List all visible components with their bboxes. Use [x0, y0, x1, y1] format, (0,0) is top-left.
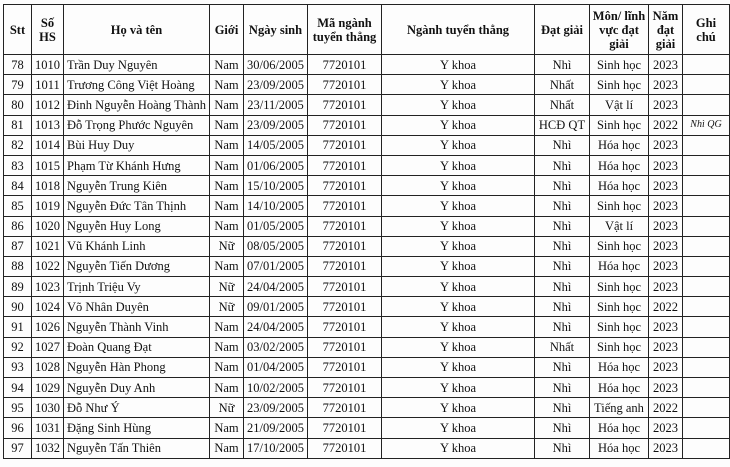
major-code-cell: 7720101: [308, 155, 382, 175]
gender-cell: Nữ: [210, 297, 244, 317]
subject-cell: Hóa học: [590, 176, 649, 196]
table-row: [4, 55, 730, 75]
major-code-cell: 7720101: [308, 236, 382, 256]
award-cell: Nhì: [535, 256, 590, 276]
award-cell: Nhất: [535, 95, 590, 115]
name-cell: Đỗ Như Ý: [64, 398, 210, 418]
so-hs-cell: 1023: [32, 277, 64, 297]
note-cell: [683, 155, 730, 175]
award-cell: Nhì: [535, 155, 590, 175]
major-code-cell: 7720101: [308, 115, 382, 135]
note-cell: [683, 357, 730, 377]
major-cell: Y khoa: [382, 55, 535, 75]
year-cell: 2022: [649, 115, 683, 135]
award-cell: Nhì: [535, 176, 590, 196]
note-cell: [683, 135, 730, 155]
major-cell: Y khoa: [382, 95, 535, 115]
gender-cell: Nam: [210, 256, 244, 276]
so-hs-cell: 1030: [32, 398, 64, 418]
major-code-cell: 7720101: [308, 418, 382, 438]
stt-cell: 86: [4, 216, 32, 236]
table-row: [4, 75, 730, 95]
name-cell: Nguyễn Tiến Dương: [64, 256, 210, 276]
major-cell: Y khoa: [382, 216, 535, 236]
header-ma-nganh: Mã ngành tuyển thẳng: [308, 5, 382, 55]
gender-cell: Nam: [210, 216, 244, 236]
note-cell: [683, 317, 730, 337]
year-cell: 2023: [649, 418, 683, 438]
birthdate-cell: 24/04/2005: [244, 277, 308, 297]
subject-cell: Sinh học: [590, 337, 649, 357]
major-cell: Y khoa: [382, 196, 535, 216]
major-cell: Y khoa: [382, 398, 535, 418]
subject-cell: Hóa học: [590, 438, 649, 458]
gender-cell: Nữ: [210, 398, 244, 418]
year-cell: 2022: [649, 398, 683, 418]
birthdate-cell: 14/05/2005: [244, 135, 308, 155]
table-row: [4, 378, 730, 398]
birthdate-cell: 01/06/2005: [244, 155, 308, 175]
name-cell: Nguyễn Huy Long: [64, 216, 210, 236]
note-cell: [683, 236, 730, 256]
birthdate-cell: 23/09/2005: [244, 75, 308, 95]
table-body: [4, 55, 730, 459]
so-hs-cell: 1027: [32, 337, 64, 357]
gender-cell: Nam: [210, 418, 244, 438]
major-cell: Y khoa: [382, 75, 535, 95]
admission-table: [3, 4, 730, 459]
subject-cell: Sinh học: [590, 277, 649, 297]
subject-cell: Tiếng anh: [590, 398, 649, 418]
note-cell: [683, 438, 730, 458]
header-mon: Môn/ lĩnh vực đạt giải: [590, 5, 649, 55]
table-row: [4, 196, 730, 216]
year-cell: 2023: [649, 438, 683, 458]
table-row: [4, 438, 730, 458]
gender-cell: Nam: [210, 378, 244, 398]
gender-cell: Nam: [210, 357, 244, 377]
stt-cell: 91: [4, 317, 32, 337]
year-cell: 2023: [649, 95, 683, 115]
subject-cell: Vật lí: [590, 95, 649, 115]
gender-cell: Nam: [210, 95, 244, 115]
gender-cell: Nữ: [210, 277, 244, 297]
birthdate-cell: 10/02/2005: [244, 378, 308, 398]
major-cell: Y khoa: [382, 135, 535, 155]
stt-cell: 81: [4, 115, 32, 135]
stt-cell: 97: [4, 438, 32, 458]
birthdate-cell: 03/02/2005: [244, 337, 308, 357]
birthdate-cell: 07/01/2005: [244, 256, 308, 276]
award-cell: Nhì: [535, 236, 590, 256]
subject-cell: Sinh học: [590, 236, 649, 256]
year-cell: 2023: [649, 378, 683, 398]
award-cell: Nhất: [535, 75, 590, 95]
name-cell: Nguyễn Tấn Thiên: [64, 438, 210, 458]
subject-cell: Sinh học: [590, 297, 649, 317]
so-hs-cell: 1026: [32, 317, 64, 337]
note-cell: [683, 398, 730, 418]
name-cell: Nguyễn Trung Kiên: [64, 176, 210, 196]
major-cell: Y khoa: [382, 277, 535, 297]
subject-cell: Hóa học: [590, 357, 649, 377]
birthdate-cell: 23/11/2005: [244, 95, 308, 115]
header-ho-ten: Họ và tên: [64, 5, 210, 55]
name-cell: Vũ Khánh Linh: [64, 236, 210, 256]
name-cell: Phạm Từ Khánh Hưng: [64, 155, 210, 175]
stt-cell: 83: [4, 155, 32, 175]
name-cell: Nguyễn Duy Anh: [64, 378, 210, 398]
major-code-cell: 7720101: [308, 337, 382, 357]
so-hs-cell: 1014: [32, 135, 64, 155]
major-cell: Y khoa: [382, 176, 535, 196]
table-row: [4, 337, 730, 357]
year-cell: 2023: [649, 176, 683, 196]
gender-cell: Nam: [210, 176, 244, 196]
name-cell: Đoàn Quang Đạt: [64, 337, 210, 357]
note-cell: Nhì QG: [683, 115, 730, 135]
gender-cell: Nam: [210, 317, 244, 337]
major-code-cell: 7720101: [308, 378, 382, 398]
major-code-cell: 7720101: [308, 317, 382, 337]
award-cell: Nhì: [535, 357, 590, 377]
subject-cell: Sinh học: [590, 317, 649, 337]
birthdate-cell: 14/10/2005: [244, 196, 308, 216]
table-row: [4, 418, 730, 438]
stt-cell: 90: [4, 297, 32, 317]
name-cell: Trịnh Triệu Vy: [64, 277, 210, 297]
gender-cell: Nam: [210, 55, 244, 75]
stt-cell: 88: [4, 256, 32, 276]
so-hs-cell: 1029: [32, 378, 64, 398]
birthdate-cell: 17/10/2005: [244, 438, 308, 458]
header-so-hs: Số HS: [32, 5, 64, 55]
header-ngay-sinh: Ngày sinh: [244, 5, 308, 55]
year-cell: 2022: [649, 297, 683, 317]
note-cell: [683, 75, 730, 95]
major-code-cell: 7720101: [308, 216, 382, 236]
year-cell: 2023: [649, 277, 683, 297]
award-cell: Nhì: [535, 398, 590, 418]
birthdate-cell: 08/05/2005: [244, 236, 308, 256]
subject-cell: Hóa học: [590, 418, 649, 438]
year-cell: 2023: [649, 317, 683, 337]
major-cell: Y khoa: [382, 115, 535, 135]
major-code-cell: 7720101: [308, 256, 382, 276]
major-code-cell: 7720101: [308, 55, 382, 75]
major-cell: Y khoa: [382, 256, 535, 276]
award-cell: Nhì: [535, 317, 590, 337]
name-cell: Đỗ Trọng Phước Nguyên: [64, 115, 210, 135]
table-row: [4, 115, 730, 135]
gender-cell: Nam: [210, 115, 244, 135]
birthdate-cell: 01/04/2005: [244, 357, 308, 377]
birthdate-cell: 30/06/2005: [244, 55, 308, 75]
gender-cell: Nam: [210, 337, 244, 357]
table-row: [4, 216, 730, 236]
birthdate-cell: 09/01/2005: [244, 297, 308, 317]
table-row: [4, 277, 730, 297]
stt-cell: 96: [4, 418, 32, 438]
table-row: [4, 357, 730, 377]
note-cell: [683, 277, 730, 297]
birthdate-cell: 15/10/2005: [244, 176, 308, 196]
so-hs-cell: 1020: [32, 216, 64, 236]
year-cell: 2023: [649, 236, 683, 256]
major-cell: Y khoa: [382, 337, 535, 357]
header-ghi-chu: Ghi chú: [683, 5, 730, 55]
stt-cell: 80: [4, 95, 32, 115]
name-cell: Trương Công Việt Hoàng: [64, 75, 210, 95]
major-code-cell: 7720101: [308, 277, 382, 297]
subject-cell: Sinh học: [590, 115, 649, 135]
table-row: [4, 398, 730, 418]
stt-cell: 92: [4, 337, 32, 357]
year-cell: 2023: [649, 155, 683, 175]
award-cell: Nhì: [535, 277, 590, 297]
table-row: [4, 297, 730, 317]
major-cell: Y khoa: [382, 378, 535, 398]
gender-cell: Nam: [210, 75, 244, 95]
major-code-cell: 7720101: [308, 135, 382, 155]
stt-cell: 93: [4, 357, 32, 377]
so-hs-cell: 1010: [32, 55, 64, 75]
major-cell: Y khoa: [382, 438, 535, 458]
major-cell: Y khoa: [382, 418, 535, 438]
major-code-cell: 7720101: [308, 196, 382, 216]
so-hs-cell: 1021: [32, 236, 64, 256]
subject-cell: Vật lí: [590, 216, 649, 236]
header-nam: Năm đạt giải: [649, 5, 683, 55]
stt-cell: 85: [4, 196, 32, 216]
so-hs-cell: 1012: [32, 95, 64, 115]
award-cell: Nhì: [535, 297, 590, 317]
award-cell: Nhì: [535, 216, 590, 236]
table-header: [4, 5, 730, 55]
name-cell: Nguyễn Thành Vinh: [64, 317, 210, 337]
note-cell: [683, 256, 730, 276]
stt-cell: 94: [4, 378, 32, 398]
gender-cell: Nam: [210, 135, 244, 155]
name-cell: Đinh Nguyễn Hoàng Thành: [64, 95, 210, 115]
name-cell: Nguyễn Hàn Phong: [64, 357, 210, 377]
major-code-cell: 7720101: [308, 438, 382, 458]
gender-cell: Nam: [210, 438, 244, 458]
birthdate-cell: 21/09/2005: [244, 418, 308, 438]
year-cell: 2023: [649, 135, 683, 155]
stt-cell: 95: [4, 398, 32, 418]
subject-cell: Hóa học: [590, 135, 649, 155]
birthdate-cell: 23/09/2005: [244, 398, 308, 418]
stt-cell: 89: [4, 277, 32, 297]
note-cell: [683, 55, 730, 75]
award-cell: Nhì: [535, 438, 590, 458]
subject-cell: Hóa học: [590, 378, 649, 398]
major-cell: Y khoa: [382, 297, 535, 317]
birthdate-cell: 24/04/2005: [244, 317, 308, 337]
year-cell: 2023: [649, 337, 683, 357]
major-cell: Y khoa: [382, 357, 535, 377]
name-cell: Bùi Huy Duy: [64, 135, 210, 155]
subject-cell: Hóa học: [590, 155, 649, 175]
table-row: [4, 95, 730, 115]
award-cell: Nhì: [535, 55, 590, 75]
header-gioi: Giới: [210, 5, 244, 55]
table-row: [4, 176, 730, 196]
note-cell: [683, 95, 730, 115]
major-cell: Y khoa: [382, 317, 535, 337]
name-cell: Đặng Sinh Hùng: [64, 418, 210, 438]
so-hs-cell: 1024: [32, 297, 64, 317]
gender-cell: Nam: [210, 196, 244, 216]
table-row: [4, 155, 730, 175]
award-cell: Nhì: [535, 378, 590, 398]
name-cell: Nguyễn Đức Tân Thịnh: [64, 196, 210, 216]
subject-cell: Sinh học: [590, 196, 649, 216]
note-cell: [683, 378, 730, 398]
table-row: [4, 256, 730, 276]
award-cell: HCĐ QT: [535, 115, 590, 135]
note-cell: [683, 196, 730, 216]
major-code-cell: 7720101: [308, 357, 382, 377]
name-cell: Võ Nhân Duyên: [64, 297, 210, 317]
major-cell: Y khoa: [382, 155, 535, 175]
header-nganh: Ngành tuyển thẳng: [382, 5, 535, 55]
gender-cell: Nam: [210, 155, 244, 175]
year-cell: 2023: [649, 357, 683, 377]
subject-cell: Sinh học: [590, 55, 649, 75]
award-cell: Nhì: [535, 418, 590, 438]
so-hs-cell: 1011: [32, 75, 64, 95]
stt-cell: 87: [4, 236, 32, 256]
so-hs-cell: 1018: [32, 176, 64, 196]
so-hs-cell: 1013: [32, 115, 64, 135]
stt-cell: 82: [4, 135, 32, 155]
birthdate-cell: 01/05/2005: [244, 216, 308, 236]
year-cell: 2023: [649, 256, 683, 276]
note-cell: [683, 337, 730, 357]
year-cell: 2023: [649, 55, 683, 75]
award-cell: Nhất: [535, 337, 590, 357]
major-cell: Y khoa: [382, 236, 535, 256]
so-hs-cell: 1019: [32, 196, 64, 216]
year-cell: 2023: [649, 216, 683, 236]
major-code-cell: 7720101: [308, 75, 382, 95]
subject-cell: Hóa học: [590, 256, 649, 276]
table-row: [4, 236, 730, 256]
year-cell: 2023: [649, 196, 683, 216]
so-hs-cell: 1022: [32, 256, 64, 276]
award-cell: Nhì: [535, 196, 590, 216]
note-cell: [683, 297, 730, 317]
note-cell: [683, 418, 730, 438]
major-code-cell: 7720101: [308, 176, 382, 196]
name-cell: Trần Duy Nguyên: [64, 55, 210, 75]
major-code-cell: 7720101: [308, 297, 382, 317]
header-stt: Stt: [4, 5, 32, 55]
so-hs-cell: 1031: [32, 418, 64, 438]
stt-cell: 78: [4, 55, 32, 75]
note-cell: [683, 176, 730, 196]
stt-cell: 84: [4, 176, 32, 196]
so-hs-cell: 1028: [32, 357, 64, 377]
table-row: [4, 317, 730, 337]
header-dat-giai: Đạt giải: [535, 5, 590, 55]
so-hs-cell: 1032: [32, 438, 64, 458]
gender-cell: Nữ: [210, 236, 244, 256]
major-code-cell: 7720101: [308, 398, 382, 418]
so-hs-cell: 1015: [32, 155, 64, 175]
major-code-cell: 7720101: [308, 95, 382, 115]
birthdate-cell: 23/09/2005: [244, 115, 308, 135]
award-cell: Nhì: [535, 135, 590, 155]
stt-cell: 79: [4, 75, 32, 95]
year-cell: 2023: [649, 75, 683, 95]
subject-cell: Sinh học: [590, 75, 649, 95]
table-row: [4, 135, 730, 155]
note-cell: [683, 216, 730, 236]
